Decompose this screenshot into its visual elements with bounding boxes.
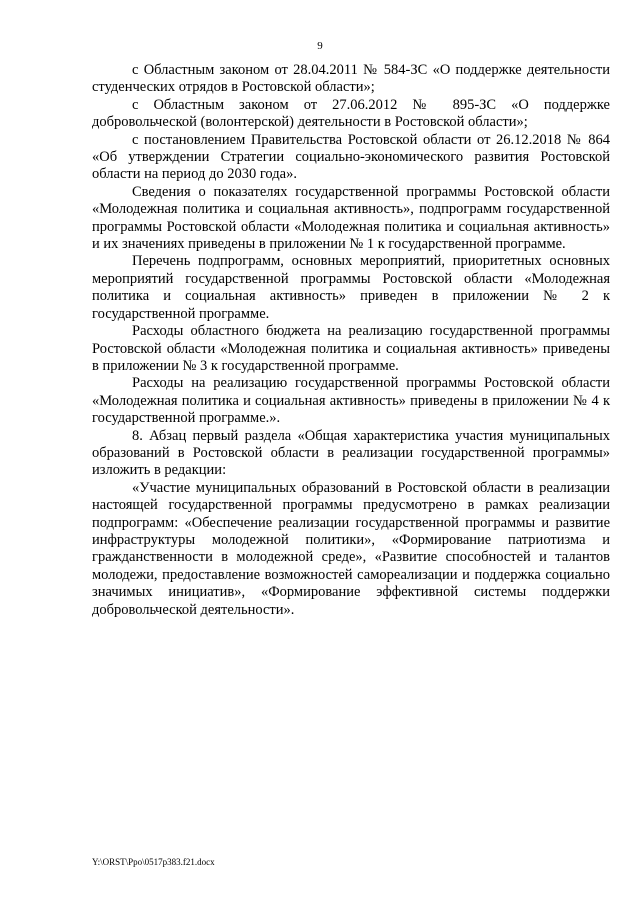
paragraph-law-student-teams: с Областным законом от 28.04.2011 № 584-ЗС «О поддержке деятельности студенческих отрядов в Ростовской области»;: [92, 62, 610, 96]
paragraph-item-8: 8. Абзац первый раздела «Общая характеристика участия муниципальных образований в Ростовской области в реализации государственной программы» изложить в редакции:: [92, 427, 610, 479]
file-path-footer: Y:\ORST\Ppo\0517p383.f21.docx: [92, 857, 215, 867]
paragraph-law-volunteering: с Областным законом от 27.06.2012 № 895-ЗС «О поддержке добровольческой (волонтерской) деятельности в Ростовской области»;: [92, 96, 610, 131]
paragraph-budget-appendix-3: Расходы областного бюджета на реализацию государственной программы Ростовской области «Молодежная политика и социальная активность» приведены в приложении № 3 к государственной программе.: [92, 323, 610, 374]
paragraph-subprograms-appendix-2: Перечень подпрограмм, основных мероприятий, приоритетных основных мероприятий государственной программы Ростовской области «Молодежная политика и социальная активность» приведен в приложении № 2 к государственной программе.: [92, 253, 610, 322]
paragraph-strategy-resolution: с постановлением Правительства Ростовской области от 26.12.2018 № 864 «Об утверждении Стратегии социально-экономического развития Ростовской области на период до 2030 года».: [92, 131, 610, 183]
document-body: [92, 62, 610, 619]
paragraph-municipal-participation: «Участие муниципальных образований в Ростовской области в реализации настоящей государственной программы предусмотрено в рамках реализации подпрограмм: «Обеспечение реализации государственной программы и развитие инфраструктуры молодежной политики», «Формирование патриотизма и гражданственности в молодежной среде», «Развитие способностей и талантов молодежи, предоставление возможностей самореализации и поддержка социально значимых инициатив», «Формирование эффективной системы поддержки добровольческой деятельности».: [92, 479, 610, 618]
page-number: 9: [317, 40, 323, 52]
paragraph-indicators-appendix-1: Сведения о показателях государственной программы Ростовской области «Молодежная политика и социальная активность», подпрограмм государственной программы Ростовской области «Молодежная политика и социальная активность» и их значениях приведены в приложении № 1 к государственной программе.: [92, 183, 610, 253]
paragraph-expenses-appendix-4: Расходы на реализацию государственной программы Ростовской области «Молодежная политика и социальная активность» приведены в приложении № 4 к государственной программе.».: [92, 375, 610, 427]
